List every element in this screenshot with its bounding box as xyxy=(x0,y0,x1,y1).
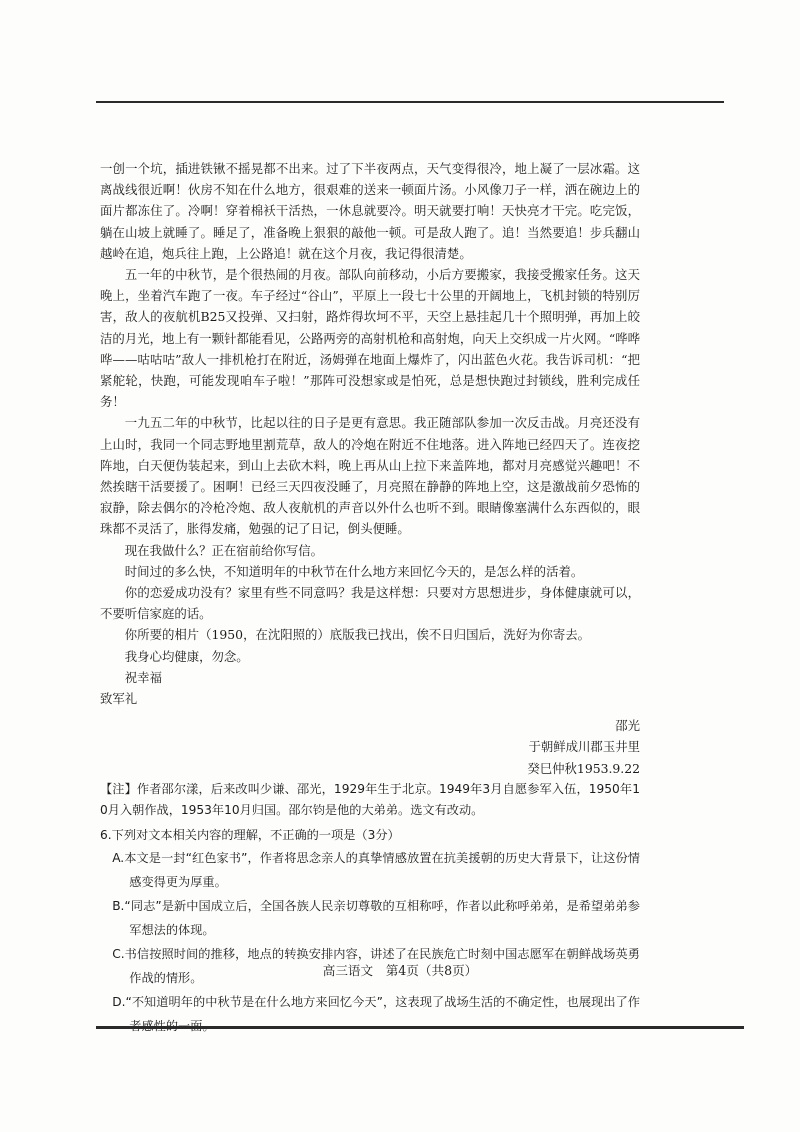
letter-location: 于朝鲜成川郡玉井里 xyxy=(528,739,640,755)
question-stem: 6.下列对文本相关内容的理解，不正确的一项是（3分） xyxy=(100,827,400,842)
letter-paragraph-8: 我身心均健康，勿念。 xyxy=(124,648,249,664)
top-rule xyxy=(96,101,724,103)
option-c: C.书信按照时间的推移，地点的转换安排内容，讲述了在民族危亡时刻中国志愿军在朝鲜战场英勇作战的情形。 xyxy=(112,946,640,985)
option-d: D.“不知道明年的中秋节是在什么地方来回忆今天”，这表现了战场生活的不确定性，也展现出了作 xyxy=(112,994,640,1009)
letter-paragraph-1: 一创一个坑，插进铁锹不摇晃都不出来。过了下半夜两点，天气变得很冷，地上凝了一层冰霜。这离战线很近啊！伙房不知在什么地方，很艰难的送来一顿面片汤。小风像刀子一样，洒在碗边上的面片都冻住了。冷啊！穿着棉袄干活热，一休息就要冷。明天就要打响！天快亮才干完。吃完饭，躺在山坡上就睡了。睡足了，准备晚上狠狠的敲他一顿。可是敌人跑了。追！当然要追！步兵翻山越岭在追，炮兵往上跑，上公路追！就在这个月夜，我记得很清楚。 xyxy=(100,161,640,261)
bottom-rule xyxy=(96,1026,744,1029)
letter-closing-2: 致军礼 xyxy=(100,691,138,707)
letter-paragraph-5: 时间过的多么快，不知道明年的中秋节在什么地方来回忆今天的，是怎么样的活着。 xyxy=(124,563,584,579)
letter-date: 癸巳仲秋1953.9.22 xyxy=(527,760,640,776)
letter-paragraph-3: 一九五二年的中秋节，比起以往的日子是更有意思。我正随部队参加一次反击战。月亮还没有上山时，我同一个同志野地里割荒草，敌人的冷炮在附近不住地落。进入阵地已经四天了。连夜挖阵地，白天便伪装起来，到山上去砍木料，晚上再从山上拉下来盖阵地，都对月亮感觉兴趣吧！不然挨瞎干活要援了。困啊！已经三天四夜没睡了，月亮照在静静的阵地上空，这是激战前夕恐怖的寂静，除去偶尔的冷枪冷炮、敌人夜航机的声音以外什么也听不到。眼睛像塞满什么东西似的，眼珠都不灵活了，胀得发痛，勉强的记了日记，倒头便睡。 xyxy=(100,415,640,537)
letter-paragraph-4: 现在我做什么？正在宿前给你写信。 xyxy=(124,542,324,558)
letter-closing-1: 祝幸福 xyxy=(124,669,162,685)
letter-paragraph-2: 五一年的中秋节，是个很热闹的月夜。部队向前移动，小后方要搬家，我接受搬家任务。这天晚上，坐着汽车跑了一夜。车子经过“谷山”，平原上一段七十公里的开阔地上，飞机封锁的特别厉害，敌人的夜航机B25又投弹、又扫射，路炸得坎坷不平，天空上悬挂起几十个照明弹，再加上皎洁的月光，地上有一颗针都能看见，公路两旁的高射机枪和高射炮，向天上交织成一片火网。“哗哗哗——咕咕咕”敌人一排机枪打在附近，汤姆弹在地面上爆炸了，闪出蓝色火花。我告诉司机：“把紧舵轮，快跑，可能发现咱车子啦！”那阵可没想家或是怕死，总是想快跑过封锁线，胜利完成任务！ xyxy=(100,267,640,410)
letter-signature: 邵光 xyxy=(615,718,640,734)
author-note: 【注】作者邵尔漾，后来改叫少谦、邵光，1929年生于北京。1949年3月自愿参军入伍，1950年10月入朝作战，1953年10月归国。邵尔钧是他的大弟弟。选文有改动。 xyxy=(100,781,640,818)
letter-paragraph-7: 你所要的相片（1950，在沈阳照的）底版我已找出，俟不日归国后，洗好为你寄去。 xyxy=(124,627,591,643)
page-footer: 高三语文 第4页（共8页） xyxy=(322,963,478,978)
page-content xyxy=(100,158,640,1038)
letter-paragraph-6: 你的恋爱成功没有？家里有些不同意吗？我是这样想：只要对方思想进步，身体健康就可以，不要听信家庭的话。 xyxy=(100,585,640,622)
option-a: A.本文是一封“红色家书”，作者将思念亲人的真挚情感放置在抗美援朝的历史大背景下，让这份情感变得更为厚重。 xyxy=(112,850,640,889)
option-b: B.“同志”是新中国成立后，全国各族人民亲切尊敬的互相称呼，作者以此称呼弟弟，是希望弟弟参军想法的体现。 xyxy=(112,898,640,937)
